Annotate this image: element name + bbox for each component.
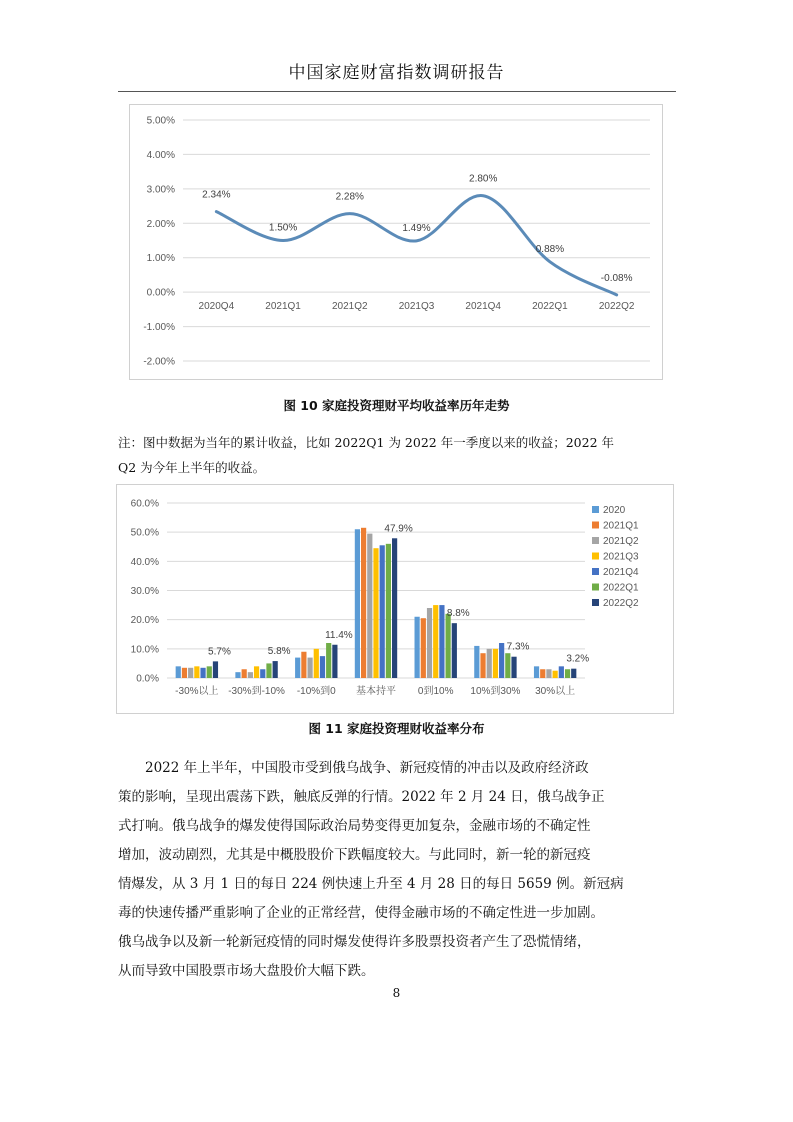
data-label: 5.8% (267, 646, 291, 658)
y-tick-label: -2.00% (143, 356, 175, 368)
bar-chart-svg (117, 485, 673, 713)
x-tick-label: 2022Q1 (532, 301, 568, 313)
bar (446, 614, 451, 678)
bar (546, 669, 551, 678)
bar (188, 668, 193, 678)
bar (320, 656, 325, 678)
legend-label: 2022Q1 (603, 582, 639, 594)
y-tick-label: 20.0% (130, 615, 159, 627)
bar (553, 671, 558, 678)
bar (176, 666, 181, 678)
x-tick-label: 2021Q4 (465, 301, 502, 313)
bar (194, 666, 199, 678)
data-label: 0.88% (535, 243, 565, 255)
bar (427, 608, 432, 678)
figure-10-caption: 图 10 家庭投资理财平均收益率历年走势 (283, 398, 510, 413)
x-tick-label: 基本持平 (356, 686, 396, 697)
y-tick-label: -1.00% (143, 322, 175, 334)
bar (254, 666, 259, 678)
paragraph-line: 策的影响，呈现出震荡下跌，触底反弹的行情。2022 年 2 月 24 日，俄乌战争正 (118, 789, 605, 805)
bar (361, 528, 366, 678)
data-label: 11.4% (325, 629, 353, 641)
y-tick-label: 60.0% (130, 498, 159, 510)
bar (474, 646, 479, 678)
legend-label: 2021Q1 (603, 520, 639, 532)
bar (266, 663, 271, 678)
legend-swatch (592, 568, 599, 575)
data-label: 47.9% (384, 523, 413, 535)
y-tick-label: 40.0% (130, 556, 159, 568)
bar (452, 623, 457, 678)
data-label: 7.3% (506, 641, 530, 653)
bar (295, 658, 300, 678)
bar (314, 649, 319, 678)
bar (213, 661, 218, 678)
legend-swatch (592, 522, 599, 529)
bar (207, 666, 212, 678)
legend-label: 2021Q4 (603, 567, 639, 578)
bar (433, 605, 438, 678)
data-label: 3.2% (566, 653, 590, 665)
chart-note-line-2: Q2 为今年上半年的收益。 (118, 460, 266, 475)
x-tick-label: 10%到30% (470, 686, 521, 697)
bar (248, 672, 253, 678)
data-label: -0.08% (600, 272, 633, 284)
page-header-title: 中国家庭财富指数调研报告 (288, 63, 505, 83)
bar (534, 666, 539, 678)
bar (487, 649, 492, 678)
y-tick-label: 30.0% (130, 586, 159, 597)
bar-chart-figure-11 (116, 484, 674, 714)
y-tick-label: 0.00% (146, 287, 175, 299)
legend-swatch (592, 553, 599, 560)
x-tick-label: -30%到-10% (228, 686, 285, 697)
data-label: 1.49% (402, 222, 431, 234)
x-tick-label: 2021Q3 (398, 301, 435, 313)
bar (571, 669, 576, 678)
legend-swatch (592, 506, 599, 513)
bar (235, 672, 240, 678)
bar (242, 669, 247, 678)
legend-label: 2021Q3 (603, 551, 639, 563)
paragraph-line: 增加，波动剧烈，尤其是中概股股价下跌幅度较大。与此同时，新一轮的新冠疫 (118, 847, 591, 863)
legend-label: 2021Q2 (603, 536, 639, 547)
paragraph-line: 俄乌战争以及新一轮新冠疫情的同时爆发使得许多股票投资者产生了恐慌情绪， (118, 934, 591, 950)
bar (565, 669, 570, 678)
bar (200, 668, 205, 678)
bar (439, 605, 444, 678)
data-label: 2.28% (335, 191, 364, 203)
x-tick-label: 0到10% (417, 686, 454, 697)
line-chart-figure-10 (129, 104, 663, 380)
x-tick-label: 2021Q1 (265, 301, 301, 313)
x-tick-label: 30%以上 (535, 686, 576, 697)
bar (367, 534, 372, 678)
bar (355, 529, 360, 678)
y-tick-label: 4.00% (146, 149, 175, 161)
bar (182, 668, 187, 678)
data-label: 5.7% (208, 646, 231, 658)
x-tick-label: 2020Q4 (198, 301, 235, 313)
bar (559, 666, 564, 678)
bar (386, 544, 391, 678)
x-tick-label: 2022Q2 (598, 301, 635, 313)
bar (392, 538, 397, 678)
bar (307, 658, 312, 678)
bar (540, 669, 545, 678)
paragraph-line: 从而导致中国股票市场大盘股价大幅下跌。 (118, 963, 375, 979)
paragraph-line: 毒的快速传播严重影响了企业的正常经营，使得金融市场的不确定性进一步加剧。 (118, 905, 604, 921)
chart-note-line-1: 注：图中数据为当年的累计收益，比如 2022Q1 为 2022 年一季度以来的收益；2022 年 (118, 435, 615, 450)
bar (511, 657, 516, 678)
bar (499, 643, 504, 678)
legend-swatch (592, 584, 599, 591)
header-divider (118, 91, 676, 92)
bar (493, 649, 498, 678)
y-tick-label: 1.00% (146, 253, 175, 265)
y-tick-label: 10.0% (130, 644, 159, 656)
figure-11-caption: 图 11 家庭投资理财收益率分布 (308, 721, 485, 736)
legend-label: 2020 (603, 505, 626, 516)
bar (480, 653, 485, 678)
bar (415, 617, 420, 678)
bar (273, 661, 278, 678)
bar (421, 618, 426, 678)
x-tick-label: -30%以上 (175, 686, 219, 697)
legend-swatch (592, 537, 599, 544)
bar (505, 653, 510, 678)
body-paragraph (118, 754, 678, 986)
y-tick-label: 2.00% (146, 218, 175, 230)
x-tick-label: -10%到0 (296, 686, 336, 697)
paragraph-line: 式打响。俄乌战争的爆发使得国际政治局势变得更加复杂，金融市场的不确定性 (118, 818, 591, 834)
data-label: 2.34% (202, 189, 231, 201)
legend-label: 2022Q2 (603, 598, 639, 609)
y-tick-label: 0.0% (136, 673, 159, 685)
data-label: 2.80% (469, 173, 498, 185)
bar (301, 652, 306, 678)
data-label: 1.50% (268, 222, 298, 234)
data-label: 8.8% (446, 608, 470, 620)
x-tick-label: 2021Q2 (331, 301, 368, 313)
bar (260, 669, 265, 678)
bar (326, 643, 331, 678)
line-chart-svg (130, 105, 662, 379)
legend-swatch (592, 599, 599, 606)
bar (332, 645, 337, 678)
y-tick-label: 5.00% (146, 115, 175, 127)
paragraph-line: 2022 年上半年，中国股市受到俄乌战争、新冠疫情的冲击以及政府经济政 (145, 760, 589, 776)
paragraph-line: 情爆发，从 3 月 1 日的每日 224 例快速上升至 4 月 28 日的每日 5659 例。新冠病 (118, 876, 624, 892)
bar (380, 545, 385, 678)
bar (373, 548, 378, 678)
page-number: 8 (392, 986, 401, 1000)
y-tick-label: 50.0% (130, 527, 159, 539)
y-tick-label: 3.00% (146, 184, 175, 196)
